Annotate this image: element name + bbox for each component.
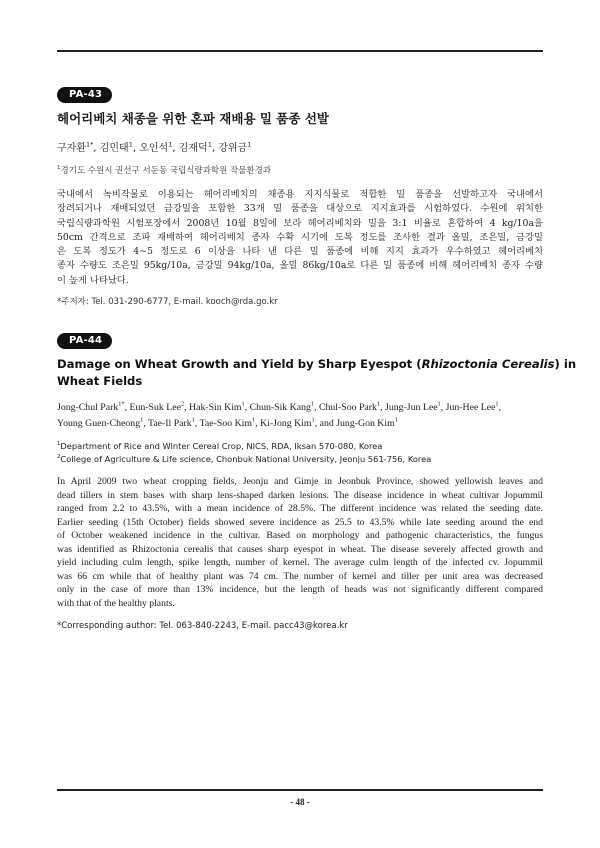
author-line: Jong-Chul Park$^{1*}$, Eun-Suk Lee$^2$, Hak-Sin Kim$^1$, Chun-Sik Kang$^1$, Chul-Soo Park$^1$, Jung-Jun Lee$^1$, Jun-Hee Lee$^1$,: [57, 400, 502, 413]
author: Chun-Sik Kang$^1$: [249, 400, 315, 413]
abstract-line: 장려되거나 재배되었던 금강밀을 포함한 33개 밀 품종을 대상으로 지지효과를 시험하였다. 수원에 위치한: [57, 203, 543, 215]
abstract-line: only in the case of more than 13% incidence, but the length of heads was not significantly different compared: [57, 584, 543, 595]
abstract-title-pa44: [57, 356, 577, 390]
author: 오인석$^1$: [139, 140, 173, 154]
abstract-line: dead tillers in stem bases with sharp lens-shaped darken lesions. The disease incidence in wheat cultivar Jopummil: [57, 489, 543, 501]
abstract-line: 은 도복 정도가 4∼5 정도로 6 이상을 나타 낸 다른 밀 품종에 비해 지지 효과가 우수하였고 헤어리베치: [57, 246, 543, 258]
abstract-line: 국립식량과학원 시험포장에서 2008년 10월 8일에 보라 헤어리베치와 밀을 3:1 비율로 혼합하여 4 kg/10a을: [57, 217, 543, 229]
header-rule: [57, 50, 543, 52]
abstract-line: yield including culm length, spike length, number of kernel. The average culm length of the infected cv. Jopummil: [57, 557, 543, 568]
author-line: Young Guen-Cheong$^1$, Tae-Il Park$^1$, Tae-Soo Kim$^1$, Ki-Jong Kim$^1$, and Jung-Gon Kim$^1$: [57, 416, 398, 429]
abstract-line: 이 높게 나타났다.: [57, 274, 129, 286]
abstract-code: PA-44: [69, 335, 103, 346]
abstract-line: was 66 cm while that of healthy plant was 74 cm. The number of kernel and tiller per unit area was decreased: [57, 570, 543, 582]
affiliation: $^1$Department of Rice and Winter Cereal Crop, NICS, RDA, Iksan 570-080, Korea: [57, 441, 383, 451]
author: 김재덕$^1$: [178, 140, 212, 154]
footer-rule: [57, 789, 543, 791]
affiliation: $^2$College of Agriculture & Life science, Chonbuk National University, Jeonju 561-756, Korea: [57, 454, 432, 464]
author: Jung-Jun Lee$^1$: [385, 400, 441, 413]
author: Tae-Soo Kim$^1$: [199, 416, 256, 429]
author: 강위금$^1$: [218, 140, 252, 154]
title-line: Damage on Wheat Growth and Yield by Sharp Eyespot (Rhizoctonia Cerealis) in: [57, 357, 577, 371]
author: Ki-Jong Kim$^1$: [260, 416, 315, 429]
author: Jung-Gon Kim$^1$: [336, 416, 398, 429]
correspondence-pa43: *주저자: Tel. 031-290-6777, E-mail. kooch@rda.go.kr: [57, 297, 278, 307]
abstract-code-badge-pa44: [57, 333, 112, 349]
abstract-code: PA-43: [69, 89, 103, 100]
abstract-line: ranged from 2.2 to 43.5%, with a mean incidence of 28.5%. The different incidence was related the seeding date.: [57, 503, 543, 514]
abstract-line: of October weakened incidence in the cultivar. Based on morphology and pathogenic characteristics, the fungus: [57, 530, 543, 541]
author: 구자환$^{1*}$: [57, 140, 94, 154]
abstract-body-pa44: [57, 475, 543, 610]
page-number: - 48 -: [290, 797, 310, 807]
author: Eun-Suk Lee$^2$: [129, 400, 185, 413]
title-line: Wheat Fields: [57, 374, 143, 388]
abstract-line: was identified as Rhizoctonia cerealis that causes sharp eyespot in wheat. The disease severely affected growth and: [57, 543, 543, 555]
abstract-line: 50cm 간격으로 조파 재배하여 헤어리베치 종자 수확 시기에 도복 정도를 조사한 결과 올밀, 조은밀, 금강밀: [57, 231, 543, 243]
author-list-pa43: 구자환$^{1*}$, 김민태$^1$, 오인석$^1$, 김재덕$^1$, 강위금$^1$: [57, 140, 252, 154]
author: Tae-Il Park$^1$: [148, 416, 195, 429]
abstract-line: 국내에서 녹비작물로 이용되는 헤어리베치의 채종용 지지식물로 적합한 밀 품종을 선발하고자 국내에서: [57, 189, 543, 200]
author: 김민태$^1$: [99, 140, 133, 154]
correspondence-pa44: *Corresponding author: Tel. 063-840-2243, E-mail. pacc43@korea.kr: [57, 621, 348, 631]
author: Chul-Soo Park$^1$: [318, 400, 381, 413]
author: Hak-Sin Kim$^1$: [189, 400, 245, 413]
abstract-code-badge-pa43: [57, 87, 112, 103]
abstract-title-pa43: 헤어리베치 채종을 위한 혼파 재배용 밀 품종 선발: [57, 111, 329, 126]
author: Jong-Chul Park$^{1*}$: [57, 400, 125, 413]
abstract-line: Earlier seeding (15th October) fields showed severe incidence as 25.5 to 43.5% while late seeding around the end: [57, 516, 543, 528]
author: Jun-Hee Lee$^1$: [445, 400, 499, 413]
author: Young Guen-Cheong$^1$: [57, 416, 144, 429]
abstract-body-pa43: [57, 188, 543, 288]
author-list-pa44: [57, 400, 543, 432]
abstract-line: 종자 수량도 조은밀 95kg/10a, 금강밀 94kg/10a, 올밀 86kg/10a로 다른 밀 품종에 비해 헤어리베치 종자 수량: [57, 260, 543, 272]
abstract-line: In April 2009 two wheat cropping fields, Jeonju and Gimje in Jeonbuk Province, showed yellowish leaves and: [57, 476, 543, 487]
affiliation-pa43: $^1$경기도 수원시 권선구 서둔동 국립식량과학원 작물환경과: [57, 165, 272, 176]
affiliations-pa44: [57, 440, 543, 466]
abstract-line: with that of the healthy plants.: [57, 597, 175, 609]
